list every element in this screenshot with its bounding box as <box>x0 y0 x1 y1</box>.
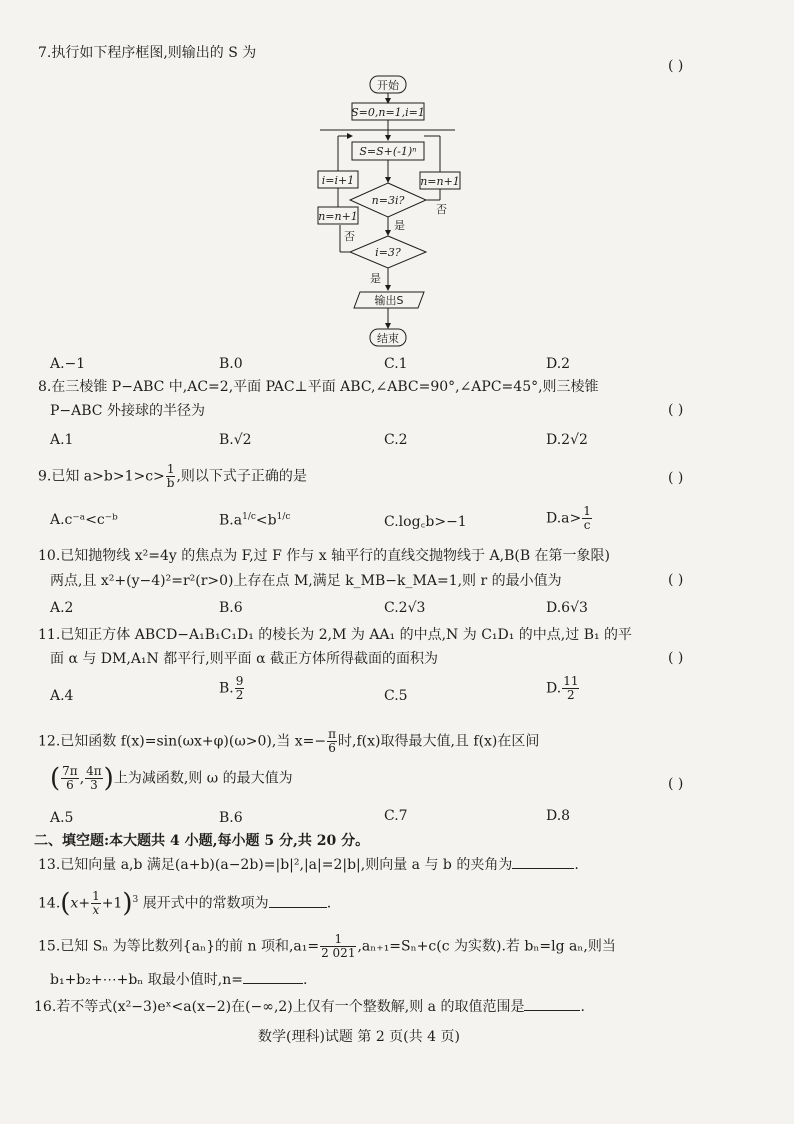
flow-cond2-no: 否 <box>344 230 355 243</box>
q10-option-a: A.2 <box>50 600 74 616</box>
q9-opt-d-frac <box>582 505 592 532</box>
q12-int-den2: 3 <box>90 778 98 792</box>
flow-start: 开始 <box>377 79 399 92</box>
flow-cond1-no: 否 <box>436 203 447 216</box>
q10-option-b: B.6 <box>219 600 243 616</box>
q14-open-paren: ( <box>60 888 71 919</box>
q10-line2: 两点,且 x²+(y−4)²=r²(r>0)上存在点 M,满足 k_MB−k_MA=1,则 r 的最小值为 <box>50 573 562 589</box>
q14-exp: 3 <box>132 894 139 905</box>
q11-opt-b-num: 9 <box>235 674 244 688</box>
flow-update: S=S+(-1)ⁿ <box>359 145 417 158</box>
q11-option-c: C.5 <box>384 688 408 704</box>
q14-close-paren: ) <box>122 888 133 919</box>
q14-inner-b: +1 <box>101 895 123 912</box>
q9-option-c: C.log꜀b>−1 <box>384 514 467 530</box>
q9-frac-den: b <box>166 476 175 490</box>
q16-blank <box>524 998 580 1011</box>
q15-den: 2 021 <box>321 946 356 960</box>
q15-text-b: ,aₙ₊₁=Sₙ+c(c 为实数).若 bₙ=lg aₙ,则当 <box>357 938 616 955</box>
q9-opt-b-exp1: 1/c <box>242 512 256 522</box>
q12-line2-b: 上为减函数,则 ω 的最大值为 <box>113 770 293 787</box>
q9-option-a: A.c⁻ᵃ<c⁻ᵇ <box>50 512 118 528</box>
page-footer: 数学(理科)试题 第 2 页(共 4 页) <box>258 1029 460 1045</box>
q9-opt-b-pre: B.a <box>219 512 243 529</box>
q8-option-b: B.√2 <box>219 432 252 448</box>
q11-opt-b-den: 2 <box>235 688 244 702</box>
flow-cond2-yes: 是 <box>370 272 381 285</box>
q11-opt-d-den: 2 <box>567 688 575 702</box>
q12-int-num2: 4π <box>86 764 102 778</box>
q7-option-d: D.2 <box>546 356 571 372</box>
q9-paren: ( ) <box>668 470 684 486</box>
q12-int-num1: 7π <box>62 764 78 778</box>
q12-int-frac2 <box>85 765 103 792</box>
q15-line2-text: b₁+b₂+⋯+bₙ 取最小值时,n= <box>50 972 244 988</box>
q11-line2: 面 α 与 DM,A₁N 都平行,则平面 α 截正方体所得截面的面积为 <box>50 651 439 667</box>
q7-text: 7.执行如下程序框图,则输出的 S 为 <box>38 45 257 61</box>
q13-blank <box>512 856 574 869</box>
q7-option-c: C.1 <box>384 356 408 372</box>
q10-option-d: D.6√3 <box>546 600 588 616</box>
q14-question <box>38 890 331 917</box>
q16-text: 16.若不等式(x²−3)eˣ<a(x−2)在(−∞,2)上仅有一个整数解,则 a 的取值范围是 <box>34 999 525 1015</box>
q14-frac <box>91 890 101 917</box>
q12-line1-num: π <box>328 727 337 741</box>
q12-int-den1: 6 <box>66 778 74 792</box>
q9-option-b <box>219 512 290 529</box>
q7-option-a: A.−1 <box>50 356 86 372</box>
q11-option-a: A.4 <box>50 688 74 704</box>
q12-option-d: D.8 <box>546 808 571 824</box>
q11-line1: 11.已知正方体 ABCD−A₁B₁C₁D₁ 的棱长为 2,M 为 AA₁ 的中点,N 为 C₁D₁ 的中点,过 B₁ 的平 <box>38 627 633 643</box>
q16-question <box>34 998 585 1016</box>
q12-line1-a: 12.已知函数 f(x)=sin(ωx+φ)(ω>0),当 x=− <box>38 733 327 750</box>
q11-option-b <box>219 675 245 702</box>
q14-blank <box>269 895 327 908</box>
flow-cond1: n=3i? <box>371 194 405 207</box>
q12-int-frac1 <box>61 765 79 792</box>
q12-option-c: C.7 <box>384 808 408 824</box>
q12-open-paren: ( <box>50 763 61 794</box>
flow-output: 输出S <box>374 294 404 307</box>
flow-cond2: i=3? <box>375 246 401 259</box>
q12-line1 <box>38 728 539 755</box>
q12-line1-frac <box>327 728 337 755</box>
q13-text: 13.已知向量 a,b 满足(a+b)(a−2b)=|b|²,|a|=2|b|,则向量 a 与 b 的夹角为 <box>38 857 513 873</box>
q11-opt-d-frac <box>562 675 579 702</box>
q8-paren: ( ) <box>668 402 684 418</box>
q8-option-d: D.2√2 <box>546 432 588 448</box>
q14-tail: . <box>326 895 332 912</box>
q14-pre: 14. <box>38 895 61 912</box>
q9-text-b: ,则以下式子正确的是 <box>176 468 307 485</box>
q12-line1-den: 6 <box>328 741 336 755</box>
q9-question <box>38 463 307 490</box>
q8-line1: 8.在三棱锥 P−ABC 中,AC=2,平面 PAC⊥平面 ABC,∠ABC=90°,∠APC=45°,则三棱锥 <box>38 379 599 395</box>
flow-n-inc-left: n=n+1 <box>318 210 358 223</box>
q8-line2: P−ABC 外接球的半径为 <box>50 403 205 419</box>
q14-num: 1 <box>92 889 100 903</box>
q8-option-a: A.1 <box>50 432 74 448</box>
q16-tail: . <box>580 999 585 1015</box>
q12-option-b: B.6 <box>219 810 243 826</box>
q15-num: 1 <box>320 933 356 947</box>
q9-opt-d-den: c <box>583 518 591 532</box>
q11-paren: ( ) <box>668 650 684 666</box>
q15-text-a: 15.已知 Sₙ 为等比数列{aₙ}的前 n 项和,a₁= <box>38 938 320 955</box>
q7-paren: ( ) <box>668 58 684 74</box>
q11-opt-b-frac <box>235 675 245 702</box>
q9-opt-b-mid: <b <box>255 512 277 529</box>
q12-paren: ( ) <box>668 776 684 792</box>
q9-opt-d-pre: D.a> <box>546 510 582 527</box>
q15-frac <box>320 933 356 960</box>
flow-n-inc-right: n=n+1 <box>420 175 460 188</box>
q10-line1: 10.已知抛物线 x²=4y 的焦点为 F,过 F 作与 x 轴平行的直线交抛物线于 A,B(B 在第一象限) <box>38 548 611 564</box>
q12-option-a: A.5 <box>50 810 74 826</box>
q14-inner-a: x+ <box>70 895 91 912</box>
q9-text-a: 9.已知 a>b>1>c> <box>38 468 165 485</box>
q15-line2 <box>50 971 307 989</box>
q12-close-paren: ) <box>103 763 114 794</box>
q9-opt-d-num: 1 <box>583 504 591 518</box>
flow-end: 结束 <box>377 332 399 345</box>
q14-text: 展开式中的常数项为 <box>142 895 269 912</box>
flow-init: S=0,n=1,i=1 <box>351 106 425 119</box>
q11-option-d <box>546 675 580 702</box>
q13-tail: . <box>574 857 579 873</box>
q7-option-b: B.0 <box>219 356 243 372</box>
q12-line1-b: 时,f(x)取得最大值,且 f(x)在区间 <box>338 733 540 750</box>
flowchart <box>300 70 490 350</box>
q15-tail: . <box>303 972 308 988</box>
q9-fraction <box>166 463 176 490</box>
q9-opt-b-exp2: 1/c <box>276 512 291 522</box>
q11-opt-b-pre: B. <box>219 680 234 697</box>
q15-blank <box>243 971 303 984</box>
q14-den: x <box>92 903 100 917</box>
q11-opt-d-num: 11 <box>563 674 579 688</box>
q12-line2: ( $\frac{7\pi}{6}$ , $\frac{4\pi}{3}$ )上为减函数,则 ω 的最大值为 <box>50 763 293 794</box>
q10-option-c: C.2√3 <box>384 600 426 616</box>
q11-opt-d-pre: D. <box>546 680 562 697</box>
q10-paren: ( ) <box>668 572 684 588</box>
q13-question <box>38 856 579 874</box>
q15-line1 <box>38 933 616 960</box>
flow-cond1-yes: 是 <box>394 219 405 232</box>
q8-option-c: C.2 <box>384 432 408 448</box>
flow-i-inc: i=i+1 <box>321 174 355 187</box>
section-2-heading: 二、填空题:本大题共 4 小题,每小题 5 分,共 20 分。 <box>34 833 370 849</box>
q9-option-d <box>546 505 593 532</box>
q9-frac-num: 1 <box>166 462 175 476</box>
